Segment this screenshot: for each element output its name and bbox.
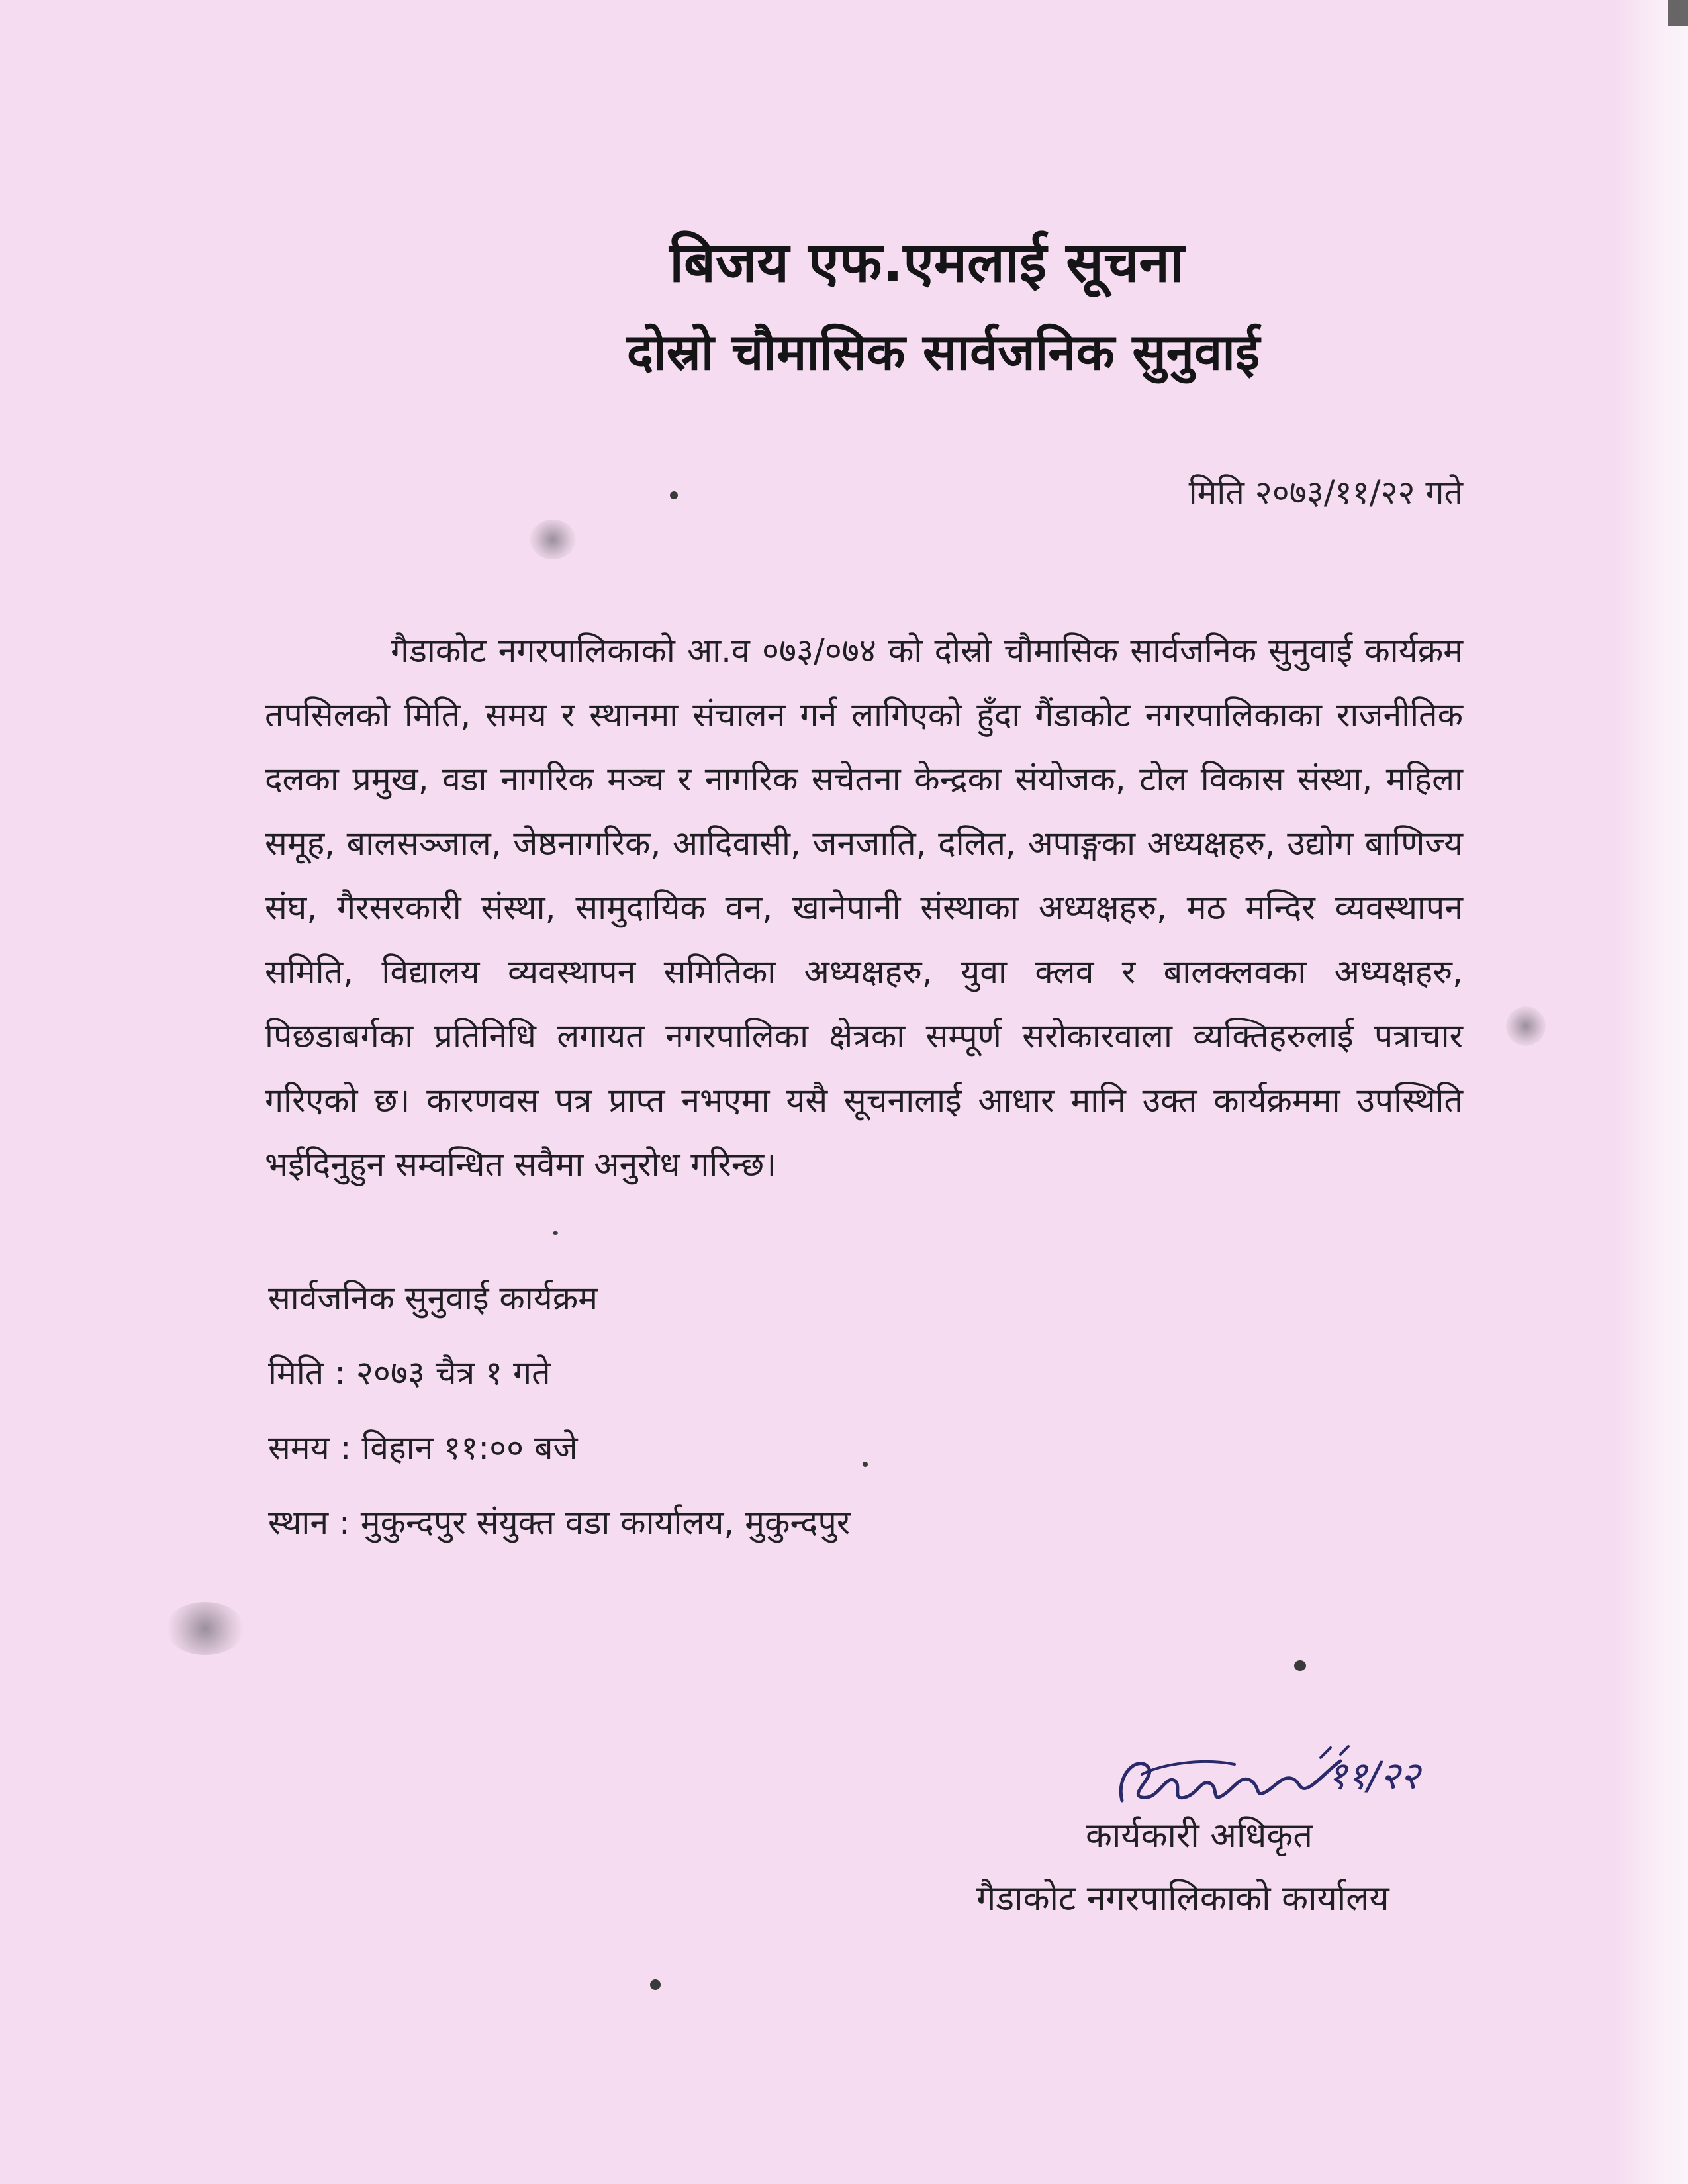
scan-corner-mark — [1668, 0, 1688, 26]
notice-subtitle: दोस्रो चौमासिक सार्वजनिक सुनुवाई — [626, 322, 1260, 381]
program-time: समय : विहान ११:०० बजे — [268, 1429, 578, 1467]
program-date: मिति : २०७३ चैत्र १ गते — [268, 1354, 551, 1392]
scan-blot — [530, 520, 576, 559]
notice-body: गैडाकोट नगरपालिकाको आ.व ०७३/०७४ को दोस्रो चौमासिक सार्वजनिक सुनुवाई कार्यक्रम तपसिलको मिति, समय र स्थानमा संचालन गर्न लागिएको हुँदा गैंडाकोट नगरपालिकाका राजनीतिक दलका प्रमुख, वडा नागरिक मञ्च र नागरिक सचेतना केन्द्रका संयोजक, टोल विकास संस्था, महिला समूह, बालसञ्जाल, जेष्ठनागरिक, आदिवासी, जनजाति, दलित, अपाङ्गका अध्यक्षहरु, उद्योग बाणिज्य संघ, गैरसरकारी संस्था, सामुदायिक वन, खानेपानी संस्थाका अध्यक्षहरु, मठ मन्दिर व्यवस्थापन समिति, विद्यालय व्यवस्थापन समितिका अध्यक्षहरु, युवा क्लव र बालक्लवका अध्यक्षहरु, पिछडाबर्गका प्रतिनिधि लगायत नगरपालिका क्षेत्रका सम्पूर्ण सरोकारवाला व्यक्तिहरुलाई पत्राचार गरिएको छ। कारणवस पत्र प्राप्त नभएमा यसै सूचनालाई आधार मानि उक्त कार्यक्रममा उपस्थिति भईदिनुहुन सम्वन्धित सवैमा अनुरोध गरिन्छ। — [265, 632, 1463, 1184]
program-heading: सार्वजनिक सुनुवाई कार्यक्रम — [268, 1279, 598, 1317]
signatory-designation: कार्यकारी अधिकृत — [1086, 1816, 1313, 1856]
signatory-office: गैडाकोट नगरपालिकाको कार्यालय — [976, 1879, 1389, 1919]
scan-speck — [863, 1462, 868, 1467]
scan-blot — [1506, 1006, 1546, 1046]
notice-date: मिति २०७३/११/२२ गते — [1188, 473, 1463, 512]
signature-date: ११/२२ — [1327, 1753, 1421, 1798]
notice-title: बिजय एफ.एमलाई सूचना — [669, 230, 1184, 295]
scan-speck — [1294, 1660, 1306, 1671]
scan-speck — [650, 1979, 661, 1990]
scan-speck — [553, 1231, 558, 1235]
program-venue: स्थान : मुकुन्दपुर संयुक्त वडा कार्यालय, मुकुन्दपुर — [268, 1503, 851, 1542]
program-details — [268, 1261, 850, 1560]
scan-speck — [670, 491, 678, 499]
scan-blot — [165, 1602, 245, 1655]
